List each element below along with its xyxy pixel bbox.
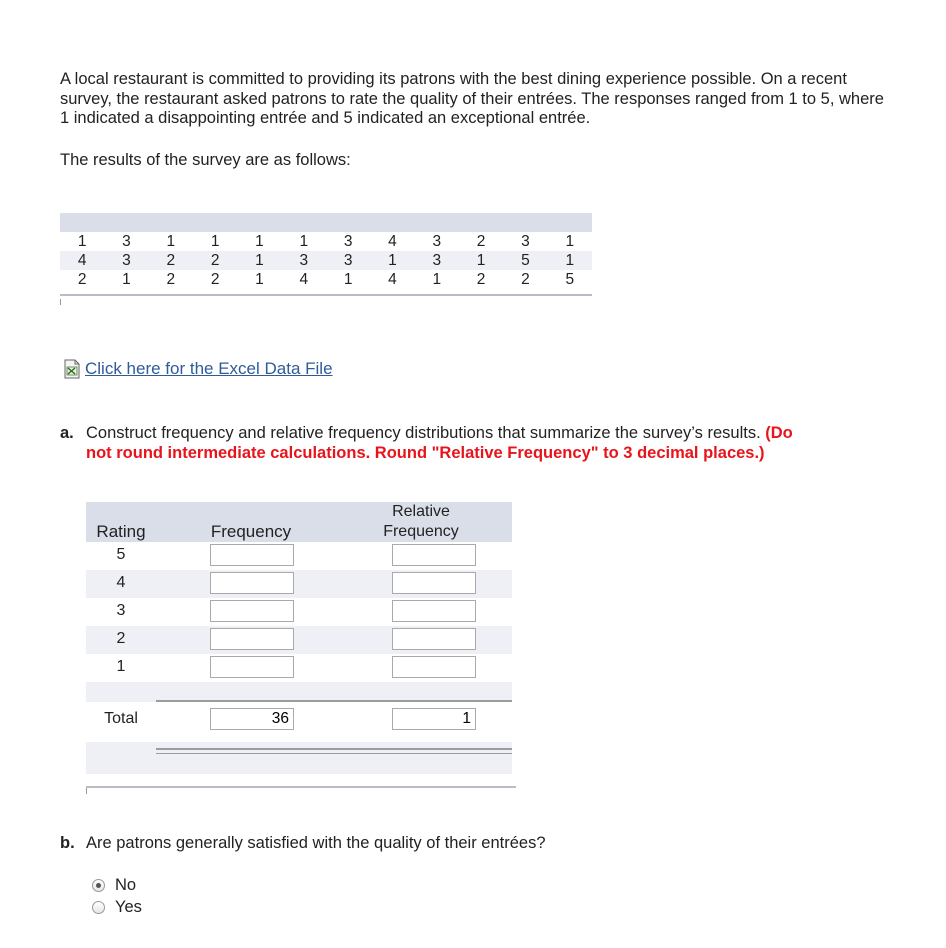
survey-data-cell: 2 xyxy=(476,233,486,250)
rating-label: 4 xyxy=(116,574,126,591)
survey-data-row xyxy=(60,232,592,251)
survey-data-cell: 4 xyxy=(388,233,397,250)
survey-data-cell: 3 xyxy=(343,233,353,250)
option-no[interactable] xyxy=(92,876,136,895)
survey-data-cell: 3 xyxy=(326,251,370,270)
survey-data-cell: 2 xyxy=(476,271,486,288)
survey-data-cell: 2 xyxy=(166,271,176,288)
survey-data-cell: 1 xyxy=(343,271,353,288)
survey-data-cell: 1 xyxy=(77,233,87,250)
total-row xyxy=(86,702,512,742)
frequency-input-3[interactable] xyxy=(210,600,294,622)
problem-intro: A local restaurant is committed to providing its patrons with the best dining experience possible. On a recent survey, the restaurant asked patrons to rate the quality of their entrées. The responses ranged from 1 to 5, where 1 indicated a disappointing entrée and 5 indicated an exceptional entrée. xyxy=(60,70,884,127)
frequency-input-4[interactable] xyxy=(210,572,294,594)
survey-data-cell: 3 xyxy=(432,233,442,250)
frequency-table xyxy=(86,502,512,788)
question-a xyxy=(60,423,880,463)
question-a-instruction-1: (Do xyxy=(765,424,793,442)
relative-frequency-input-1[interactable] xyxy=(392,656,476,678)
results-label: The results of the survey are as follows: xyxy=(60,151,351,169)
frequency-table-header xyxy=(86,502,512,542)
survey-data-cell: 2 xyxy=(193,251,237,270)
radio-no[interactable] xyxy=(92,879,105,892)
survey-data-cell: 3 xyxy=(521,233,530,250)
relative-frequency-input-5[interactable] xyxy=(392,544,476,566)
question-b xyxy=(60,834,546,853)
survey-data-cell: 1 xyxy=(565,233,575,250)
rating-label: 1 xyxy=(116,658,126,675)
survey-data-cell: 2 xyxy=(521,271,530,288)
radio-yes[interactable] xyxy=(92,901,105,914)
rating-row-2 xyxy=(86,626,512,654)
rating-label: 2 xyxy=(116,630,126,647)
survey-data-cell: 4 xyxy=(388,271,397,288)
rating-row-1 xyxy=(86,654,512,682)
survey-data-cell: 3 xyxy=(415,251,459,270)
survey-data-cell: 5 xyxy=(503,251,547,270)
col-relative-frequency: Relative Frequency xyxy=(383,503,459,540)
question-a-text: Construct frequency and relative frequency distributions that summarize the survey’s results. xyxy=(86,424,766,442)
rating-row-5 xyxy=(86,542,512,570)
survey-data-footer xyxy=(60,294,592,296)
col-frequency: Frequency xyxy=(210,522,292,541)
frequency-input-2[interactable] xyxy=(210,628,294,650)
survey-data-cell: 1 xyxy=(432,271,442,288)
question-a-label: a. xyxy=(60,424,74,442)
survey-data-cell: 4 xyxy=(60,251,104,270)
survey-data-cell: 2 xyxy=(210,271,220,288)
survey-data-cell: 2 xyxy=(77,271,87,288)
survey-data-cell: 1 xyxy=(299,233,309,250)
survey-data-cell: 1 xyxy=(122,271,131,288)
relative-frequency-input-2[interactable] xyxy=(392,628,476,650)
survey-data-cell: 1 xyxy=(210,233,220,250)
relative-frequency-input-4[interactable] xyxy=(392,572,476,594)
survey-data-cell: 3 xyxy=(122,233,131,250)
option-no-label[interactable]: No xyxy=(115,876,137,894)
survey-data-cell: 2 xyxy=(149,251,193,270)
total-label: Total xyxy=(104,710,138,727)
frequency-input-1[interactable] xyxy=(210,656,294,678)
survey-data-cell: 1 xyxy=(237,251,281,270)
option-yes[interactable] xyxy=(92,898,142,917)
total-relative-frequency-input[interactable] xyxy=(392,708,476,730)
survey-data-cell: 1 xyxy=(255,233,264,250)
excel-link-text[interactable]: Click here for the Excel Data File xyxy=(85,359,333,378)
survey-data-cell: 1 xyxy=(370,251,414,270)
col-rating: Rating xyxy=(96,522,146,541)
option-yes-label[interactable]: Yes xyxy=(115,898,142,916)
frequency-input-5[interactable] xyxy=(210,544,294,566)
rating-label: 5 xyxy=(116,546,126,563)
excel-file-icon xyxy=(62,359,82,379)
survey-data-row xyxy=(60,270,592,289)
rating-row-4 xyxy=(86,570,512,598)
survey-data-cell: 1 xyxy=(548,251,592,270)
survey-data-cell: 3 xyxy=(104,251,148,270)
survey-data-row xyxy=(60,251,592,270)
excel-data-link[interactable] xyxy=(62,359,333,379)
question-b-label: b. xyxy=(60,834,75,852)
survey-data-cell: 5 xyxy=(565,271,575,288)
survey-data-cell: 1 xyxy=(166,233,176,250)
rating-row-3 xyxy=(86,598,512,626)
question-a-instruction-2: not round intermediate calculations. Round "Relative Frequency" to 3 decimal places.) xyxy=(86,444,765,462)
survey-data-table xyxy=(60,213,592,296)
survey-data-cell: 1 xyxy=(459,251,503,270)
rating-label: 3 xyxy=(116,602,126,619)
survey-data-header xyxy=(60,213,592,232)
survey-data-cell: 1 xyxy=(255,271,264,288)
relative-frequency-input-3[interactable] xyxy=(392,600,476,622)
question-b-text: Are patrons generally satisfied with the quality of their entrées? xyxy=(86,834,546,852)
total-frequency-input[interactable] xyxy=(210,708,294,730)
survey-data-cell: 4 xyxy=(299,271,309,288)
survey-data-cell: 3 xyxy=(282,251,326,270)
